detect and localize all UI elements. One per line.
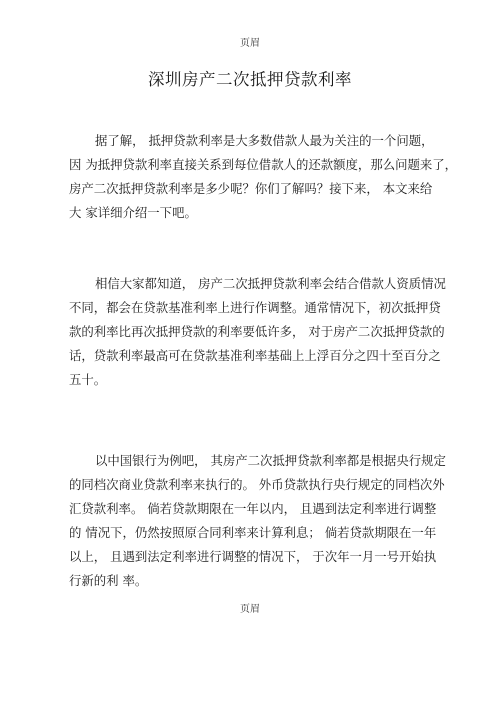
paragraph-line: 款的利率比再次抵押贷款的利率要低许多， 对于房产二次抵押贷款的 xyxy=(69,324,445,339)
paragraph-line: 的同档次商业贷款利率来执行的。 外币贷款执行央行规定的同档次外 xyxy=(69,477,445,492)
paragraph-line: 话，贷款利率最高可在贷款基准利率基础上上浮百分之四十至百分之 xyxy=(69,348,441,363)
paragraph-line: 房产二次抵押贷款利率是多少呢？你们了解吗？接下来， 本文来给 xyxy=(69,181,433,196)
paragraph-line: 行新的利 率。 xyxy=(69,573,148,588)
page-header: 页眉 xyxy=(240,38,260,49)
paragraph-3 xyxy=(69,449,446,593)
paragraph-line: 的 情况下，仍然按照原合同利率来计算利息； 倘若贷款期限在一年 xyxy=(69,525,437,540)
paragraph-line: 以中国银行为例吧， 其房产二次抵押贷款利率都是根据央行规定 xyxy=(95,453,446,468)
paragraph-line: 不同，都会在贷款基准利率上进行作调整。通常情况下，初次抵押贷 xyxy=(69,300,441,315)
paragraph-line: 以上， 且遇到法定利率进行调整的情况下， 于次年一月一号开始执 xyxy=(69,549,437,564)
page-footer: 页眉 xyxy=(240,604,260,615)
paragraph-line: 大 家详细介绍一下吧。 xyxy=(69,205,197,220)
paragraph-line: 据了解， 抵押贷款利率是大多数借款人最为关注的一个问题， xyxy=(95,133,434,148)
paragraph-line: 因 为抵押贷款利率直接关系到每位借款人的还款额度，那么问题来了， xyxy=(69,157,458,172)
paragraph-1 xyxy=(69,129,458,225)
paragraph-line: 相信大家都知道， 房产二次抵押贷款利率会结合借款人资质情况 xyxy=(95,276,446,291)
paragraph-2 xyxy=(69,272,446,392)
paragraph-line: 五十。 xyxy=(69,372,107,387)
paragraph-line: 汇贷款利率。 倘若贷款期限在一年以内， 且遇到法定利率进行调整 xyxy=(69,501,437,516)
document-title: 深圳房产二次抵押贷款利率 xyxy=(148,70,352,89)
